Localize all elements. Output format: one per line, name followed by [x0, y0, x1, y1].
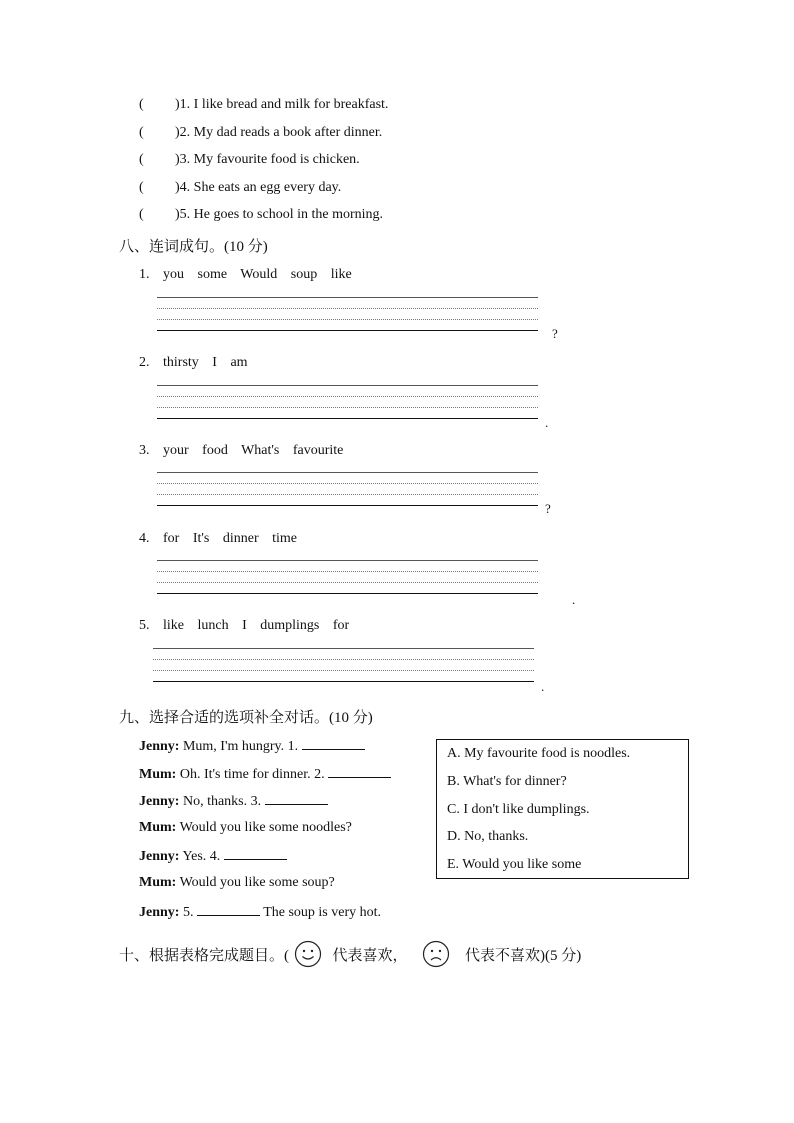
- tf-item-text: He goes to school in the morning.: [193, 207, 384, 222]
- options-box: [436, 739, 689, 879]
- section-10-title: 十、根据表格完成题目。( 代表喜欢， 代表不喜欢)(5 分): [119, 940, 581, 973]
- answer-blank[interactable]: [197, 903, 260, 916]
- writing-lines[interactable]: [153, 648, 534, 682]
- tf-item: ( )4. She eats an egg every day.: [139, 180, 342, 195]
- writing-lines[interactable]: [157, 297, 538, 331]
- end-punctuation: .: [545, 415, 549, 430]
- option-a: A. My favourite food is noodles.: [447, 746, 631, 761]
- dialogue-line: Jenny: Mum, I'm hungry. 1.: [139, 737, 365, 755]
- tf-item-text: My favourite food is chicken.: [193, 152, 360, 167]
- speaker: Mum:: [139, 767, 177, 782]
- dialogue-line: Jenny: 5. The soup is very hot.: [139, 905, 382, 920]
- end-punctuation: ?: [545, 501, 551, 516]
- tf-item-text: My dad reads a book after dinner.: [193, 125, 383, 140]
- speaker: Mum:: [139, 820, 177, 835]
- smiley-face-icon: [293, 940, 323, 973]
- dialogue-line: Jenny: No, thanks. 3.: [139, 792, 328, 810]
- dialogue-line: Mum: Would you like some noodles?: [139, 820, 352, 835]
- speaker: Jenny:: [139, 794, 180, 809]
- tf-item: ( )1. I like bread and milk for breakfast.: [139, 97, 389, 112]
- option-c: C. I don't like dumplings.: [447, 802, 590, 817]
- answer-blank[interactable]: [224, 847, 287, 860]
- scrambled-words: 4. for It's dinner time: [139, 531, 297, 546]
- tf-item: ( )3. My favourite food is chicken.: [139, 152, 360, 167]
- dialogue-line: Mum: Oh. It's time for dinner. 2.: [139, 765, 391, 783]
- end-punctuation: .: [541, 679, 545, 694]
- option-e: E. Would you like some: [447, 857, 582, 872]
- section-9-title: 九、选择合适的选项补全对话。(10 分): [119, 710, 373, 726]
- option-d: D. No, thanks.: [447, 829, 529, 844]
- tf-item: ( )2. My dad reads a book after dinner.: [139, 125, 383, 140]
- tf-item-text: I like bread and milk for breakfast.: [193, 97, 389, 112]
- option-b: B. What's for dinner?: [447, 774, 567, 789]
- scrambled-words: 5. like lunch I dumplings for: [139, 618, 350, 633]
- answer-blank[interactable]: [302, 737, 365, 750]
- end-punctuation: .: [572, 592, 576, 607]
- writing-lines[interactable]: [157, 472, 538, 506]
- scrambled-words: 1. you some Would soup like: [139, 267, 352, 282]
- tf-item: ( )5. He goes to school in the morning.: [139, 207, 384, 222]
- speaker: Jenny:: [139, 739, 180, 754]
- scrambled-words: 3. your food What's favourite: [139, 443, 344, 458]
- answer-blank[interactable]: [328, 765, 391, 778]
- speaker: Jenny:: [139, 905, 180, 920]
- sad-face-icon: [421, 940, 451, 973]
- scrambled-words: 2. thirsty I am: [139, 355, 248, 370]
- tf-item-text: She eats an egg every day.: [193, 180, 342, 195]
- writing-lines[interactable]: [157, 385, 538, 419]
- speaker: Mum:: [139, 875, 177, 890]
- answer-blank[interactable]: [265, 792, 328, 805]
- section-8-title: 八、连词成句。(10 分): [119, 239, 268, 255]
- end-punctuation: ?: [552, 326, 558, 341]
- dialogue-line: Mum: Would you like some soup?: [139, 875, 335, 890]
- writing-lines[interactable]: [157, 560, 538, 594]
- dialogue-line: Jenny: Yes. 4.: [139, 847, 287, 865]
- speaker: Jenny:: [139, 849, 180, 864]
